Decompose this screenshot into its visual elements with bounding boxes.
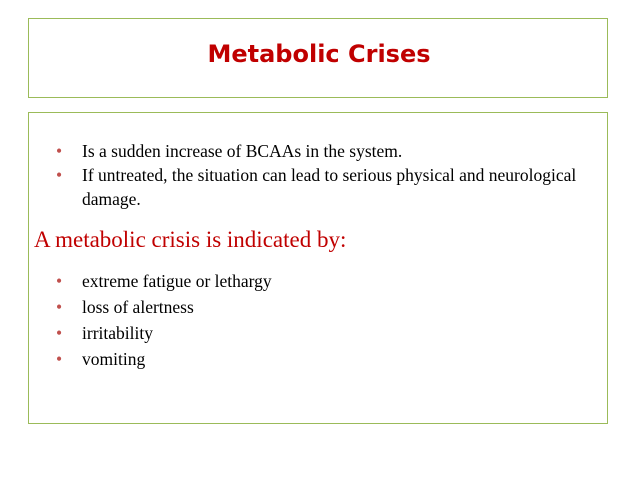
list-item — [56, 346, 576, 372]
symptom-bullet-list — [56, 268, 576, 372]
slide-title: Metabolic Crises — [207, 40, 431, 68]
symptom-text: extreme fatigue or lethargy — [82, 271, 272, 291]
symptom-text: irritability — [82, 323, 153, 343]
bullet-icon: • — [56, 165, 63, 185]
bullet-icon: • — [56, 271, 63, 291]
list-item — [56, 268, 576, 294]
intro-bullet-list — [56, 139, 596, 211]
bullet-icon: • — [56, 297, 63, 317]
symptom-text: loss of alertness — [82, 297, 194, 317]
bullet-text: Is a sudden increase of BCAAs in the system. — [82, 141, 403, 161]
list-item — [56, 139, 596, 163]
bullet-text: If untreated, the situation can lead to serious physical and neurological damage. — [82, 165, 577, 209]
list-item — [56, 294, 576, 320]
bullet-icon: • — [56, 349, 63, 369]
symptom-text: vomiting — [82, 349, 146, 369]
bullet-icon: • — [56, 323, 63, 343]
list-item — [56, 163, 596, 211]
bullet-icon: • — [56, 141, 63, 161]
indicated-heading: A metabolic crisis is indicated by: — [34, 227, 347, 252]
list-item — [56, 320, 576, 346]
